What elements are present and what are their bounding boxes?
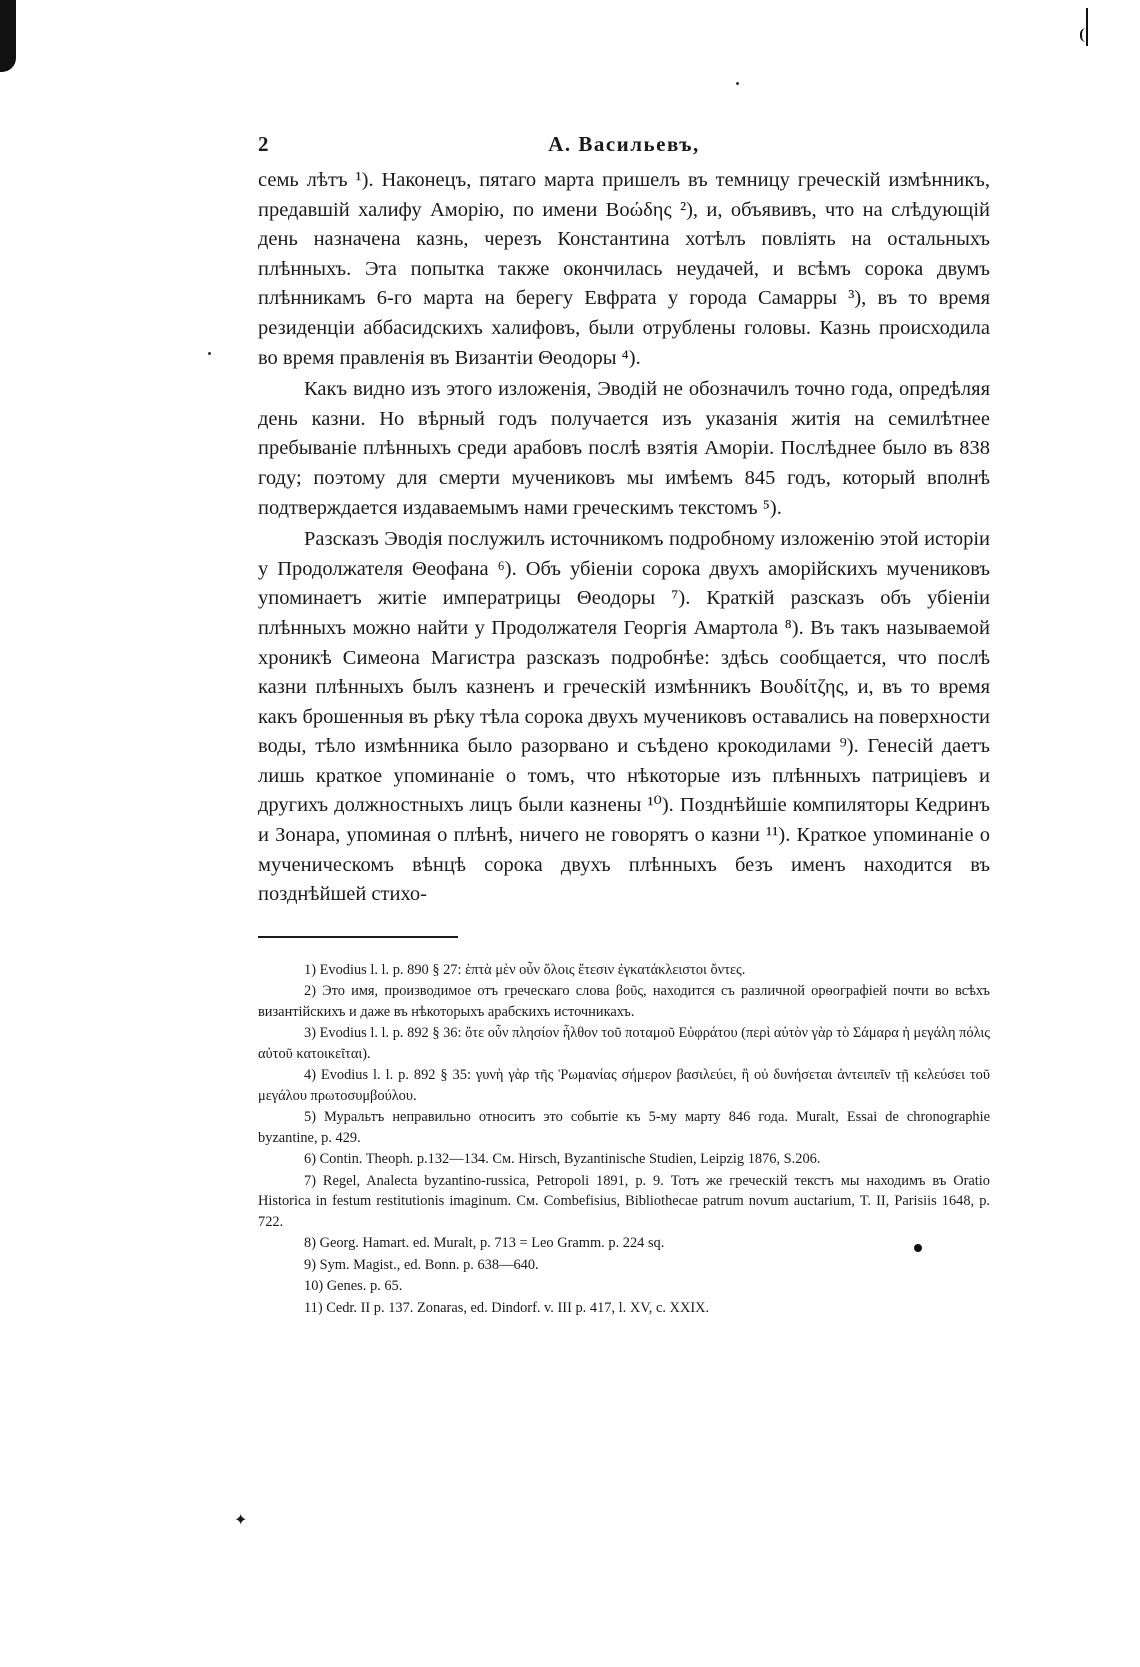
footnote: 3) Evodius l. l. p. 892 § 36: ὅτε οὖν πλησίον ἦλθον τοῦ ποταμοῦ Εὐφράτου (περὶ αὐτὸν γὰρ τὸ Σάμαρα ἡ μεγάλη πόλις αὐτοῦ κατοικεῖται). — [258, 1025, 990, 1062]
body-paragraph: Разсказъ Эводія послужилъ источникомъ подробному изложенію этой исторіи у Продолжателя Θеофана ⁶). Объ убіеніи сорока двухъ аморійскихъ мучениковъ упоминаетъ житіе императрицы Θеодоры ⁷). Краткій разсказъ объ убіеніи плѣнныхъ можно найти у Продолжателя Георгія Амартола ⁸). Въ такъ называемой хроникѣ Симеона Магистра разсказъ подробнѣе: здѣсь сообщается, что послѣ казни плѣнныхъ былъ казненъ и греческій измѣнникъ Βουδίτζης, и, въ то время какъ брошенныя въ рѣку тѣла сорока двухъ мучениковъ оставались на поверхности воды, тѣло измѣнника было разорвано и съѣдено крокодилами ⁹). Генесій даетъ лишь краткое упоминаніе о томъ, что нѣкоторые изъ плѣнныхъ патриціевъ и другихъ должностныхъ лицъ были казнены ¹⁰). Позднѣйшіе компиляторы Кедринъ и Зонара, упоминая о плѣнѣ, ничего не говорятъ о казни ¹¹). Краткое упоминаніе о мученическомъ вѣнцѣ сорока двухъ плѣнныхъ безъ именъ находится въ позднѣйшей стихо- — [258, 528, 990, 906]
scan-edge-mark — [1080, 28, 1090, 42]
scan-speck — [736, 82, 739, 85]
footnote: 4) Evodius l. l. p. 892 § 35: γυνὴ γὰρ τῆς Ῥωμανίας σήμερον βασιλεύει, ἣ οὐ δυνήσεται ἀντειπεῖν τῇ κελεύσει τοῦ μεγάλου πρωτοσυμβούλου. — [258, 1067, 990, 1104]
page-number: 2 — [258, 132, 269, 156]
page-header — [258, 132, 990, 166]
footnote: 1) Evodius l. l. p. 890 § 27: ἑπτὰ μὲν οὖν ὅλοις ἔτεσιν ἐγκατάκλειστοι ὄντες. — [304, 961, 746, 978]
body-paragraph: семь лѣтъ ¹). Наконецъ, пятаго марта пришелъ въ темницу греческій измѣнникъ, предавшій халифу Аморію, по имени Βοώδης ²), и, объявивъ, что на слѣдующій день назначена казнь, черезъ Константина хотѣлъ повліять на остальныхъ плѣнныхъ. Эта попытка также окончилась неудачей, и всѣмъ сорока двумъ плѣнникамъ 6-го марта на берегу Евфрата у города Самарры ³), въ то время резиденціи аббасидскихъ халифовъ, были отрублены головы. Казнь происходила во время правленія въ Византіи Θеодоры ⁴). — [258, 169, 990, 369]
footnote: 2) Это имя, производимое отъ греческаго слова βοῦς, находится съ различной орѳографіей почти во всѣхъ византійскихъ и даже въ нѣкоторыхъ арабскихъ источникахъ. — [258, 983, 990, 1020]
footnote: 7) Regel, Analecta byzantino-russica, Petropoli 1891, p. 9. Тотъ же греческій текстъ мы находимъ въ Oratio Historica in festum restitutionis imaginum. См. Combefisius, Bibliothecae patrum novum auctarium, T. II, Parisiis 1648, p. 722. — [258, 1172, 990, 1230]
footnote: 9) Sym. Magist., ed. Bonn. p. 638—640. — [304, 1256, 539, 1273]
footnote: 8) Georg. Hamart. ed. Muralt, p. 713 = Leo Gramm. p. 224 sq. — [304, 1235, 665, 1252]
scan-edge-mark — [0, 0, 16, 72]
running-title: А. Васильевъ, — [548, 132, 700, 156]
body-paragraph: Какъ видно изъ этого изложенія, Эводій не обозначилъ точно года, опредѣляя день казни. Но вѣрный годъ получается изъ указанія житія на семилѣтнее пребываніе плѣнныхъ среди арабовъ послѣ взятія Аморіи. Послѣднее было въ 838 году; поэтому для смерти мучениковъ мы имѣемъ 845 годъ, который вполнѣ подтверждается издаваемымъ нами греческимъ текстомъ ⁵). — [258, 378, 990, 519]
footnote: 6) Contin. Theoph. p.132—134. См. Hirsch, Byzantinische Studien, Leipzig 1876, S.206. — [304, 1151, 821, 1168]
scan-speck — [208, 352, 211, 355]
footnote: 10) Genes. p. 65. — [304, 1278, 403, 1295]
scan-speck: ✦ — [234, 1512, 248, 1529]
book-page — [258, 132, 990, 1318]
footnote: 5) Муральтъ неправильно относитъ это событіе къ 5-му марту 846 года. Muralt, Essai de chronographie byzantine, p. 429. — [258, 1109, 990, 1146]
footnote-separator — [258, 936, 458, 938]
footnote: 11) Cedr. II p. 137. Zonaras, ed. Dindorf. v. III p. 417, l. XV, c. XXIX. — [304, 1299, 710, 1316]
